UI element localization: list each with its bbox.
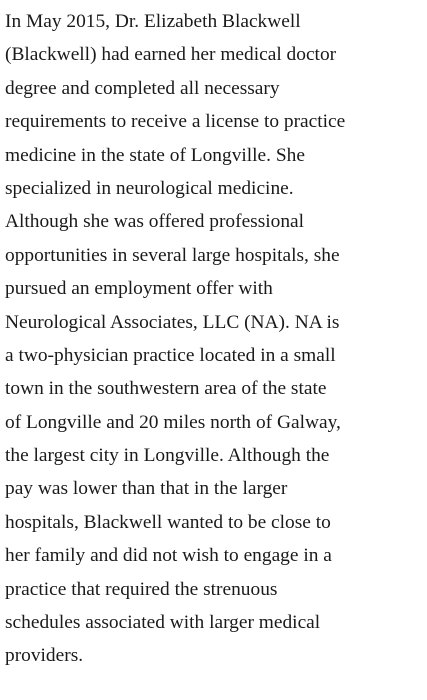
text-line: her family and did not wish to engage in a — [5, 545, 332, 567]
text-line: the largest city in Longville. Although the — [5, 445, 330, 467]
text-line: specialized in neurological medicine. — [5, 177, 294, 199]
text-line: a two-physician practice located in a small — [5, 344, 336, 366]
text-line: of Longville and 20 miles north of Galway, — [5, 411, 341, 433]
text-line: pursued an employment offer with — [5, 278, 273, 300]
text-line: Although she was offered professional — [5, 211, 305, 233]
paragraph — [5, 5, 423, 673]
text-line: practice that required the strenuous — [5, 578, 278, 600]
document-body — [5, 5, 423, 673]
text-line: providers. — [5, 645, 84, 667]
text-line: town in the southwestern area of the state — [5, 378, 327, 400]
text-line: Neurological Associates, LLC (NA). NA is — [5, 311, 340, 333]
text-line: hospitals, Blackwell wanted to be close to — [5, 511, 331, 533]
text-line: In May 2015, Dr. Elizabeth Blackwell — [5, 11, 301, 32]
text-line: requirements to receive a license to practice — [5, 111, 346, 133]
text-line: pay was lower than that in the larger — [5, 478, 288, 500]
text-line: schedules associated with larger medical — [5, 612, 321, 634]
text-line: medicine in the state of Longville. She — [5, 144, 305, 166]
text-line: (Blackwell) had earned her medical doctor — [5, 44, 337, 66]
text-line: opportunities in several large hospitals, she — [5, 244, 340, 266]
text-line: degree and completed all necessary — [5, 77, 280, 99]
